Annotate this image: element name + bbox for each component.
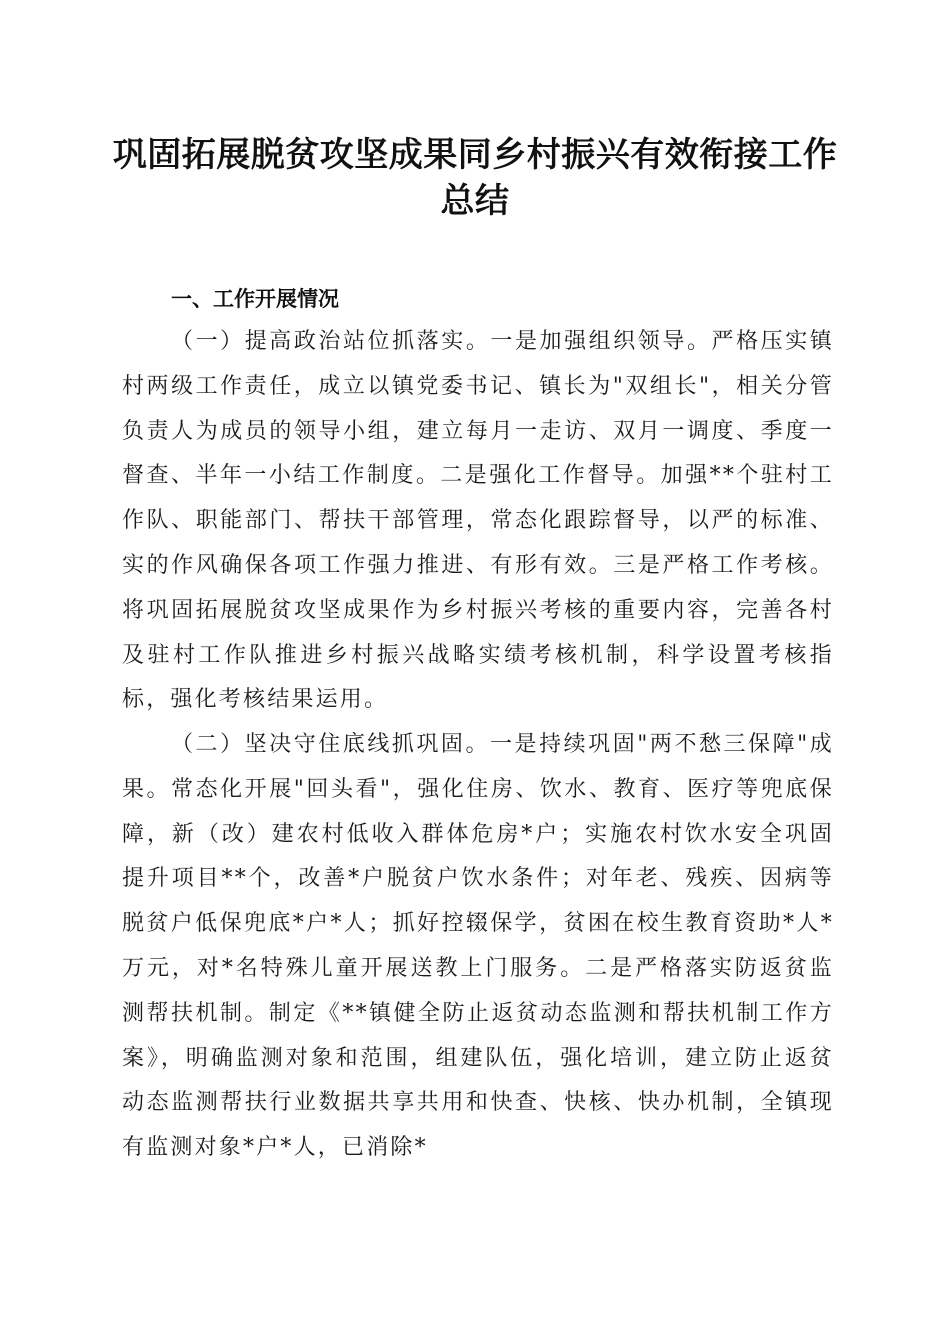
paragraph-bottom-line: （二）坚决守住底线抓巩固。一是持续巩固"两不愁三保障"成果。常态化开展"回头看"，强化住房、饮水、教育、医疗等兜底保障，新（改）建农村低收入群体危房*户；实施农村饮水安全巩固提升项目**个，改善*户脱贫户饮水条件；对年老、残疾、因病等脱贫户低保兜底*户*人；抓好控辍保学，贫困在校生教育资助*人*万元，对*名特殊儿童开展送教上门服务。二是严格落实防返贫监测帮扶机制。制定《**镇健全防止返贫动态监测和帮扶机制工作方案》，明确监测对象和范围，组建队伍，强化培训，建立防止返贫动态监测帮扶行业数据共享共用和快查、快核、快办机制，全镇现有监测对象*户*人，已消除*: [122, 732, 834, 1161]
section-heading: 一、工作开展情况: [171, 287, 339, 311]
document-title: 巩固拓展脱贫攻坚成果同乡村振兴有效衔接工作总结: [112, 135, 838, 221]
paragraph-political-stance: （一）提高政治站位抓落实。一是加强组织领导。严格压实镇村两级工作责任，成立以镇党委书记、镇长为"双组长"，相关分管负责人为成员的领导小组，建立每月一走访、双月一调度、季度一督查、半年一小结工作制度。二是强化工作督导。加强**个驻村工作队、职能部门、帮扶干部管理，常态化跟踪督导，以严的标准、实的作风确保各项工作强力推进、有形有效。三是严格工作考核。将巩固拓展脱贫攻坚成果作为乡村振兴考核的重要内容，完善各村及驻村工作队推进乡村振兴战略实绩考核机制，科学设置考核指标，强化考核结果运用。: [122, 329, 834, 713]
